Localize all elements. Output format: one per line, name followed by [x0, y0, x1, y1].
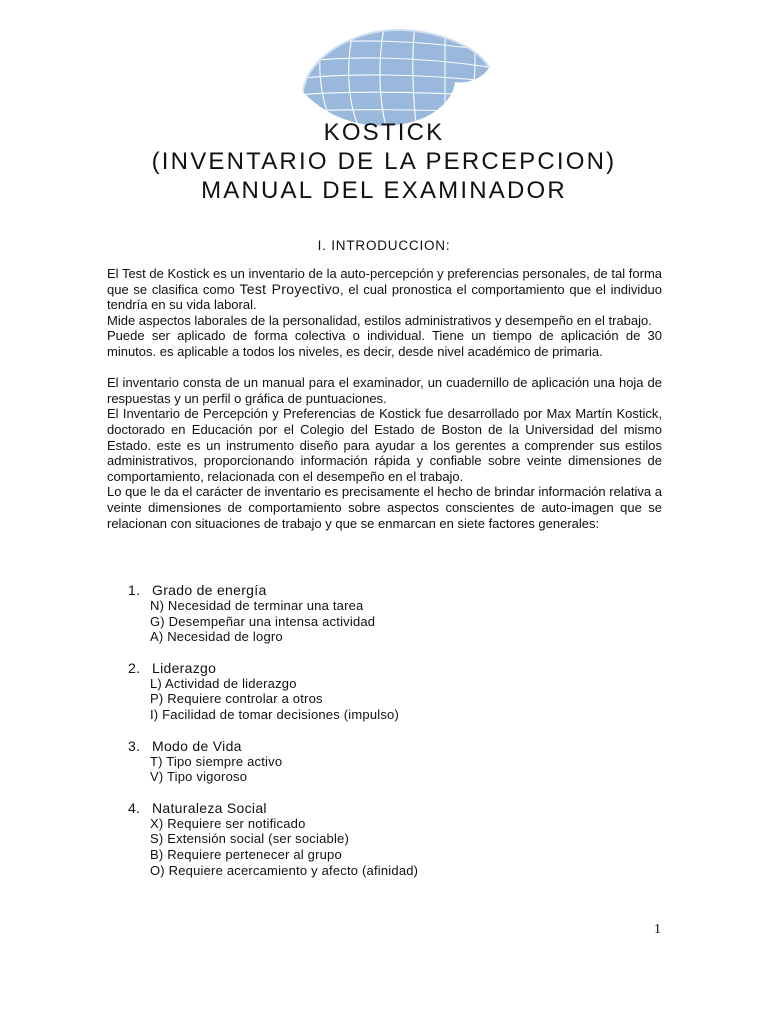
factor-subitem: P) Requiere controlar a otros — [150, 691, 323, 707]
intro-body — [107, 266, 662, 531]
factor-subitem: T) Tipo siempre activo — [150, 753, 283, 769]
factor-title: Liderazgo — [152, 659, 217, 676]
document-title — [0, 118, 768, 205]
globe-logo — [285, 22, 495, 130]
factor-subitem: I) Facilidad de tomar decisiones (impulso) — [150, 706, 399, 722]
paragraph: El inventario consta de un manual para el examinador, un cuadernillo de aplicación una hoja de respuestas y un perfil o gráfica de puntuaciones. — [107, 375, 662, 406]
factor-item — [128, 800, 648, 878]
factor-title: Grado de energía — [152, 582, 267, 598]
factor-subitem: L) Actividad de liderazgo — [150, 675, 297, 691]
title-line: KOSTICK — [323, 119, 445, 146]
factor-subitem: N) Necesidad de terminar una tarea — [150, 598, 364, 613]
factor-number: 2. — [128, 659, 141, 676]
factor-item — [128, 738, 648, 785]
factor-subitem: A) Necesidad de logro — [150, 629, 283, 645]
paragraph: El Inventario de Percepción y Preferencias de Kostick fue desarrollado por Max Martín Kostick, doctorado en Educación por el Colegio del Estado de Boston de la Universidad del mismo Estado. este es un instrumento diseño para ayudar a los gerentes a comprender sus estilos administrativos, proporcionando información rápida y confiable sobre veinte dimensiones de comportamiento, relacionada con el desempeño en el trabajo. — [107, 406, 662, 484]
factor-title: Naturaleza Social — [152, 799, 267, 816]
paragraph: Lo que le da el carácter de inventario es precisamente el hecho de brindar información relativa a veinte dimensiones de comportamiento sobre aspectos conscientes de auto-imagen que se relacionan con situaciones de trabajo y que se enmarcan en siete factores generales: — [107, 484, 662, 531]
section-heading: I. INTRODUCCION: — [317, 238, 451, 253]
factor-number: 1. — [128, 582, 141, 598]
paragraph-text: , el cual pronostica el comportamiento que el individuo tendría en su vida laboral. — [107, 281, 662, 313]
paragraph: Mide aspectos laborales de la personalidad, estilos administrativos y desempeño en el trabajo. — [107, 312, 652, 328]
paragraph — [107, 266, 662, 313]
factor-list — [128, 582, 648, 893]
factor-subitem: S) Extensión social (ser sociable) — [150, 831, 349, 847]
factor-subitem: X) Requiere ser notificado — [150, 815, 306, 831]
factor-subitem: V) Tipo vigoroso — [150, 769, 248, 785]
factor-title: Modo de Vida — [152, 737, 242, 754]
factor-subitem: B) Requiere pertenecer al grupo — [150, 846, 342, 862]
factor-number: 4. — [128, 799, 141, 816]
title-line: MANUAL DEL EXAMINADOR — [201, 177, 567, 204]
page-number: 1 — [654, 922, 661, 937]
factor-number: 3. — [128, 737, 141, 754]
paragraph: Puede ser aplicado de forma colectiva o individual. Tiene un tiempo de aplicación de 30 minutos. es aplicable a todos los niveles, es decir, desde nivel académico de primaria. — [107, 328, 662, 359]
factor-item — [128, 582, 648, 645]
title-line: (INVENTARIO DE LA PERCEPCION) — [151, 148, 617, 175]
highlight-term: Test Proyectivo — [239, 280, 340, 297]
factor-subitem: G) Desempeñar una intensa actividad — [150, 613, 376, 629]
factor-item — [128, 660, 648, 723]
paragraph-text: El Test de Kostick es un inventario de la auto-percepción y preferencias personales, de tal forma que se clasifica como — [107, 266, 662, 297]
factor-subitem: O) Requiere acercamiento y afecto (afinidad) — [150, 862, 419, 878]
